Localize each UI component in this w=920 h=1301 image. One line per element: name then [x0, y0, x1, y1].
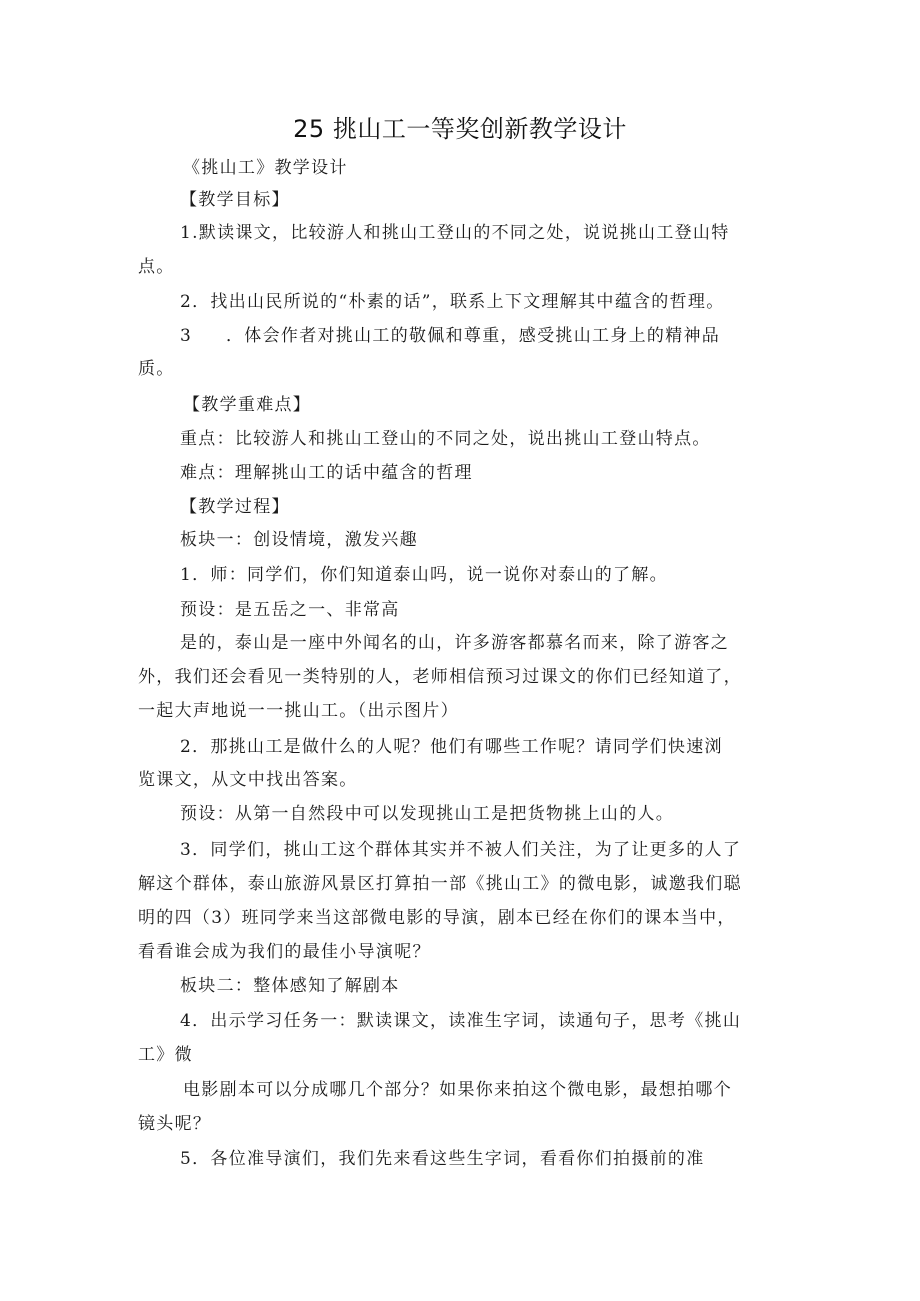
process-heading: 【教学过程】: [180, 497, 290, 517]
step-4-line-1: 4．出示学习任务一：默读课文，读准生字词，读通句子，思考《挑山: [180, 1011, 742, 1031]
step-3-line-4: 看看谁会成为我们的最佳小导演呢？: [138, 942, 431, 962]
step-3-line-1: 3．同学们，挑山工这个群体其实并不被人们关注，为了让更多的人了: [180, 840, 742, 860]
step-2-line-2: 览课文，从文中找出答案。: [138, 770, 358, 790]
step-5: 5．各位准导演们，我们先来看这些生字词，看看你们拍摄前的准: [180, 1149, 705, 1169]
paragraph-1-line-2: 外，我们还会看见一类特别的人，老师相信预习过课文的你们已经知道了，: [138, 667, 742, 687]
step-4-line-4: 镜头呢？: [138, 1114, 212, 1134]
document-title: 25 挑山工一等奖创新教学设计: [293, 115, 627, 143]
preset-1: 预设：是五岳之一、非常高: [180, 600, 400, 620]
difficult-point: 难点：理解挑山工的话中蕴含的哲理: [180, 463, 473, 483]
goal-3-line-2: 质。: [138, 359, 175, 379]
goals-heading: 【教学目标】: [180, 190, 290, 210]
goal-1-line-1: 1.默读课文，比较游人和挑山工登山的不同之处，说说挑山工登山特: [180, 223, 730, 243]
goal-3-line-1: [180, 324, 720, 348]
preset-2: 预设：从第一自然段中可以发现挑山工是把货物挑上山的人。: [180, 804, 675, 824]
step-3-line-2: 解这个群体，泰山旅游风景区打算拍一部《挑山工》的微电影，诚邀我们聪: [138, 874, 742, 894]
goal-2: 2．找出山民所说的“朴素的话”，联系上下文理解其中蕴含的哲理。: [180, 292, 725, 312]
goal-3-number: 3: [180, 326, 193, 346]
goal-3-text: ．体会作者对挑山工的敬佩和尊重，感受挑山工身上的精神品: [226, 326, 721, 346]
key-point: 重点：比较游人和挑山工登山的不同之处，说出挑山工登山特点。: [180, 429, 711, 449]
step-4-line-2: 工》微: [138, 1045, 193, 1065]
paragraph-1-line-1: 是的，泰山是一座中外闻名的山，许多游客都慕名而来，除了游客之: [180, 633, 729, 653]
step-1: 1．师：同学们，你们知道泰山吗，说一说你对泰山的了解。: [180, 565, 668, 585]
paragraph-1-line-3: 一起大声地说一一挑山工。（出示图片）: [138, 701, 459, 721]
step-3-line-3: 明的四（3）班同学来当这部微电影的导演，剧本已经在你们的课本当中，: [138, 908, 736, 928]
document-subtitle: 《挑山工》教学设计: [183, 158, 348, 178]
goal-1-line-2: 点。: [138, 257, 175, 277]
block-2-heading: 板块二：整体感知了解剧本: [180, 976, 400, 996]
step-4-line-3: 电影剧本可以分成哪几个部分？如果你来拍这个微电影，最想拍哪个: [183, 1080, 732, 1100]
step-2-line-1: 2．那挑山工是做什么的人呢？他们有哪些工作呢？请同学们快速浏: [180, 737, 723, 757]
block-1-heading: 板块一：创设情境，激发兴趣: [180, 530, 418, 550]
key-points-heading: 【教学重难点】: [183, 395, 312, 415]
